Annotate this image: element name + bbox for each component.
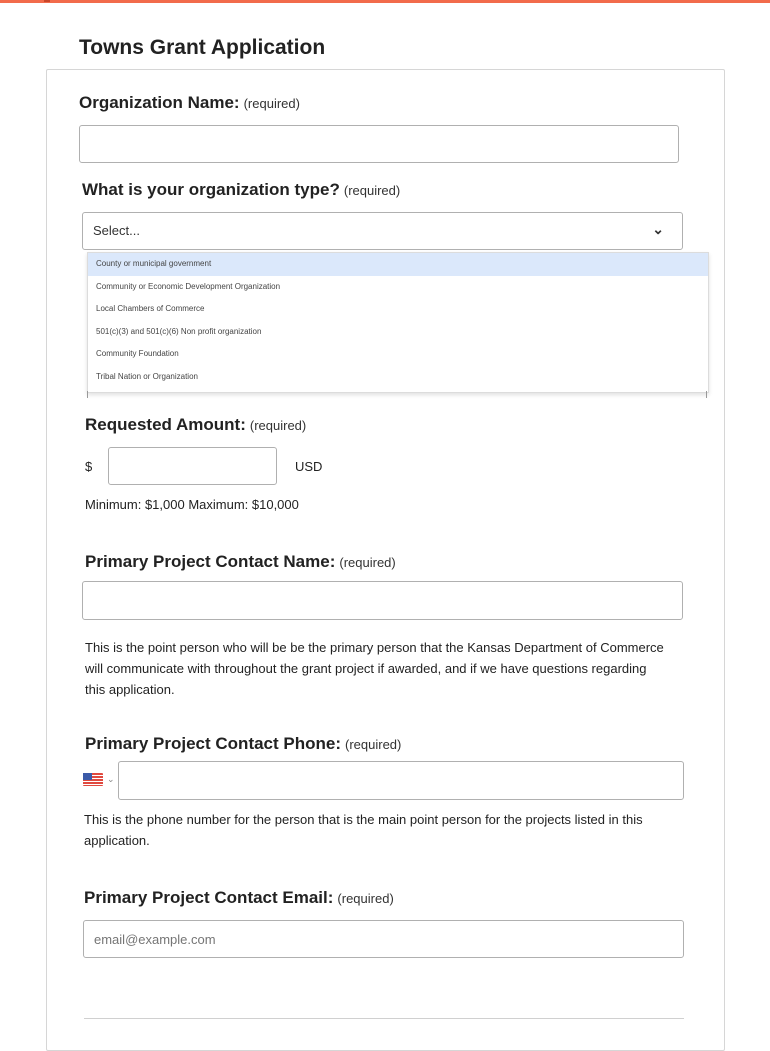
page-title: Towns Grant Application: [79, 36, 326, 59]
top-accent-mark: [44, 0, 50, 2]
dropdown-option[interactable]: Local Chambers of Commerce: [96, 304, 205, 313]
dropdown-option[interactable]: Community Foundation: [96, 349, 179, 358]
contact-name-label-text: Primary Project Contact Name:: [85, 552, 336, 571]
required-tag: (required): [343, 183, 401, 198]
required-tag: (required): [339, 555, 396, 570]
chevron-down-icon[interactable]: ⌄: [107, 774, 115, 784]
currency-code: USD: [295, 459, 323, 474]
select-edge-left: [87, 391, 88, 398]
org-name-label: [79, 93, 300, 113]
contact-phone-input[interactable]: [118, 761, 684, 800]
chevron-down-icon: ⌄: [652, 221, 664, 237]
amount-input[interactable]: [108, 447, 277, 485]
contact-email-label-text: Primary Project Contact Email:: [84, 888, 334, 907]
select-edge-right: [706, 391, 707, 398]
dropdown-option[interactable]: 501(c)(3) and 501(c)(6) Non profit organization: [96, 326, 262, 336]
us-flag-icon[interactable]: [83, 773, 103, 786]
org-type-label-text: What is your organization type?: [82, 180, 340, 199]
contact-email-label: [84, 888, 394, 908]
dropdown-option[interactable]: County or municipal government: [88, 253, 708, 276]
section-divider: [84, 1018, 684, 1019]
flag-canton: [83, 773, 92, 780]
required-tag: (required): [249, 418, 307, 433]
contact-name-help: This is the point person who will be be the primary person that the Kansas Department of Commerce will communicate with throughout the grant project if awarded, and if we have questions regarding this application.: [85, 640, 664, 697]
top-accent-bar: [0, 0, 770, 3]
contact-name-label: [85, 552, 396, 572]
currency-symbol: $: [85, 459, 93, 474]
org-type-dropdown: [87, 252, 709, 393]
org-name-input[interactable]: [79, 125, 679, 163]
org-type-label: [82, 180, 400, 200]
contact-name-input[interactable]: [82, 581, 683, 620]
org-type-select[interactable]: [82, 212, 683, 250]
contact-phone-label-text: Primary Project Contact Phone:: [85, 734, 342, 753]
required-tag: (required): [345, 737, 402, 752]
dropdown-option[interactable]: Community or Economic Development Organization: [96, 281, 281, 291]
amount-label: [85, 415, 306, 435]
required-tag: (required): [337, 891, 394, 906]
dropdown-option[interactable]: Tribal Nation or Organization: [96, 371, 198, 381]
amount-limits: Minimum: $1,000 Maximum: $10,000: [85, 497, 299, 512]
org-type-selected-value: Select...: [93, 223, 140, 238]
contact-phone-label: [85, 734, 401, 754]
org-name-label-text: Organization Name:: [79, 93, 240, 112]
contact-email-input[interactable]: [83, 920, 684, 958]
contact-phone-help: This is the phone number for the person that is the main point person for the projects listed in this application.: [84, 812, 643, 848]
required-tag: (required): [243, 96, 300, 111]
amount-label-text: Requested Amount:: [85, 415, 246, 434]
